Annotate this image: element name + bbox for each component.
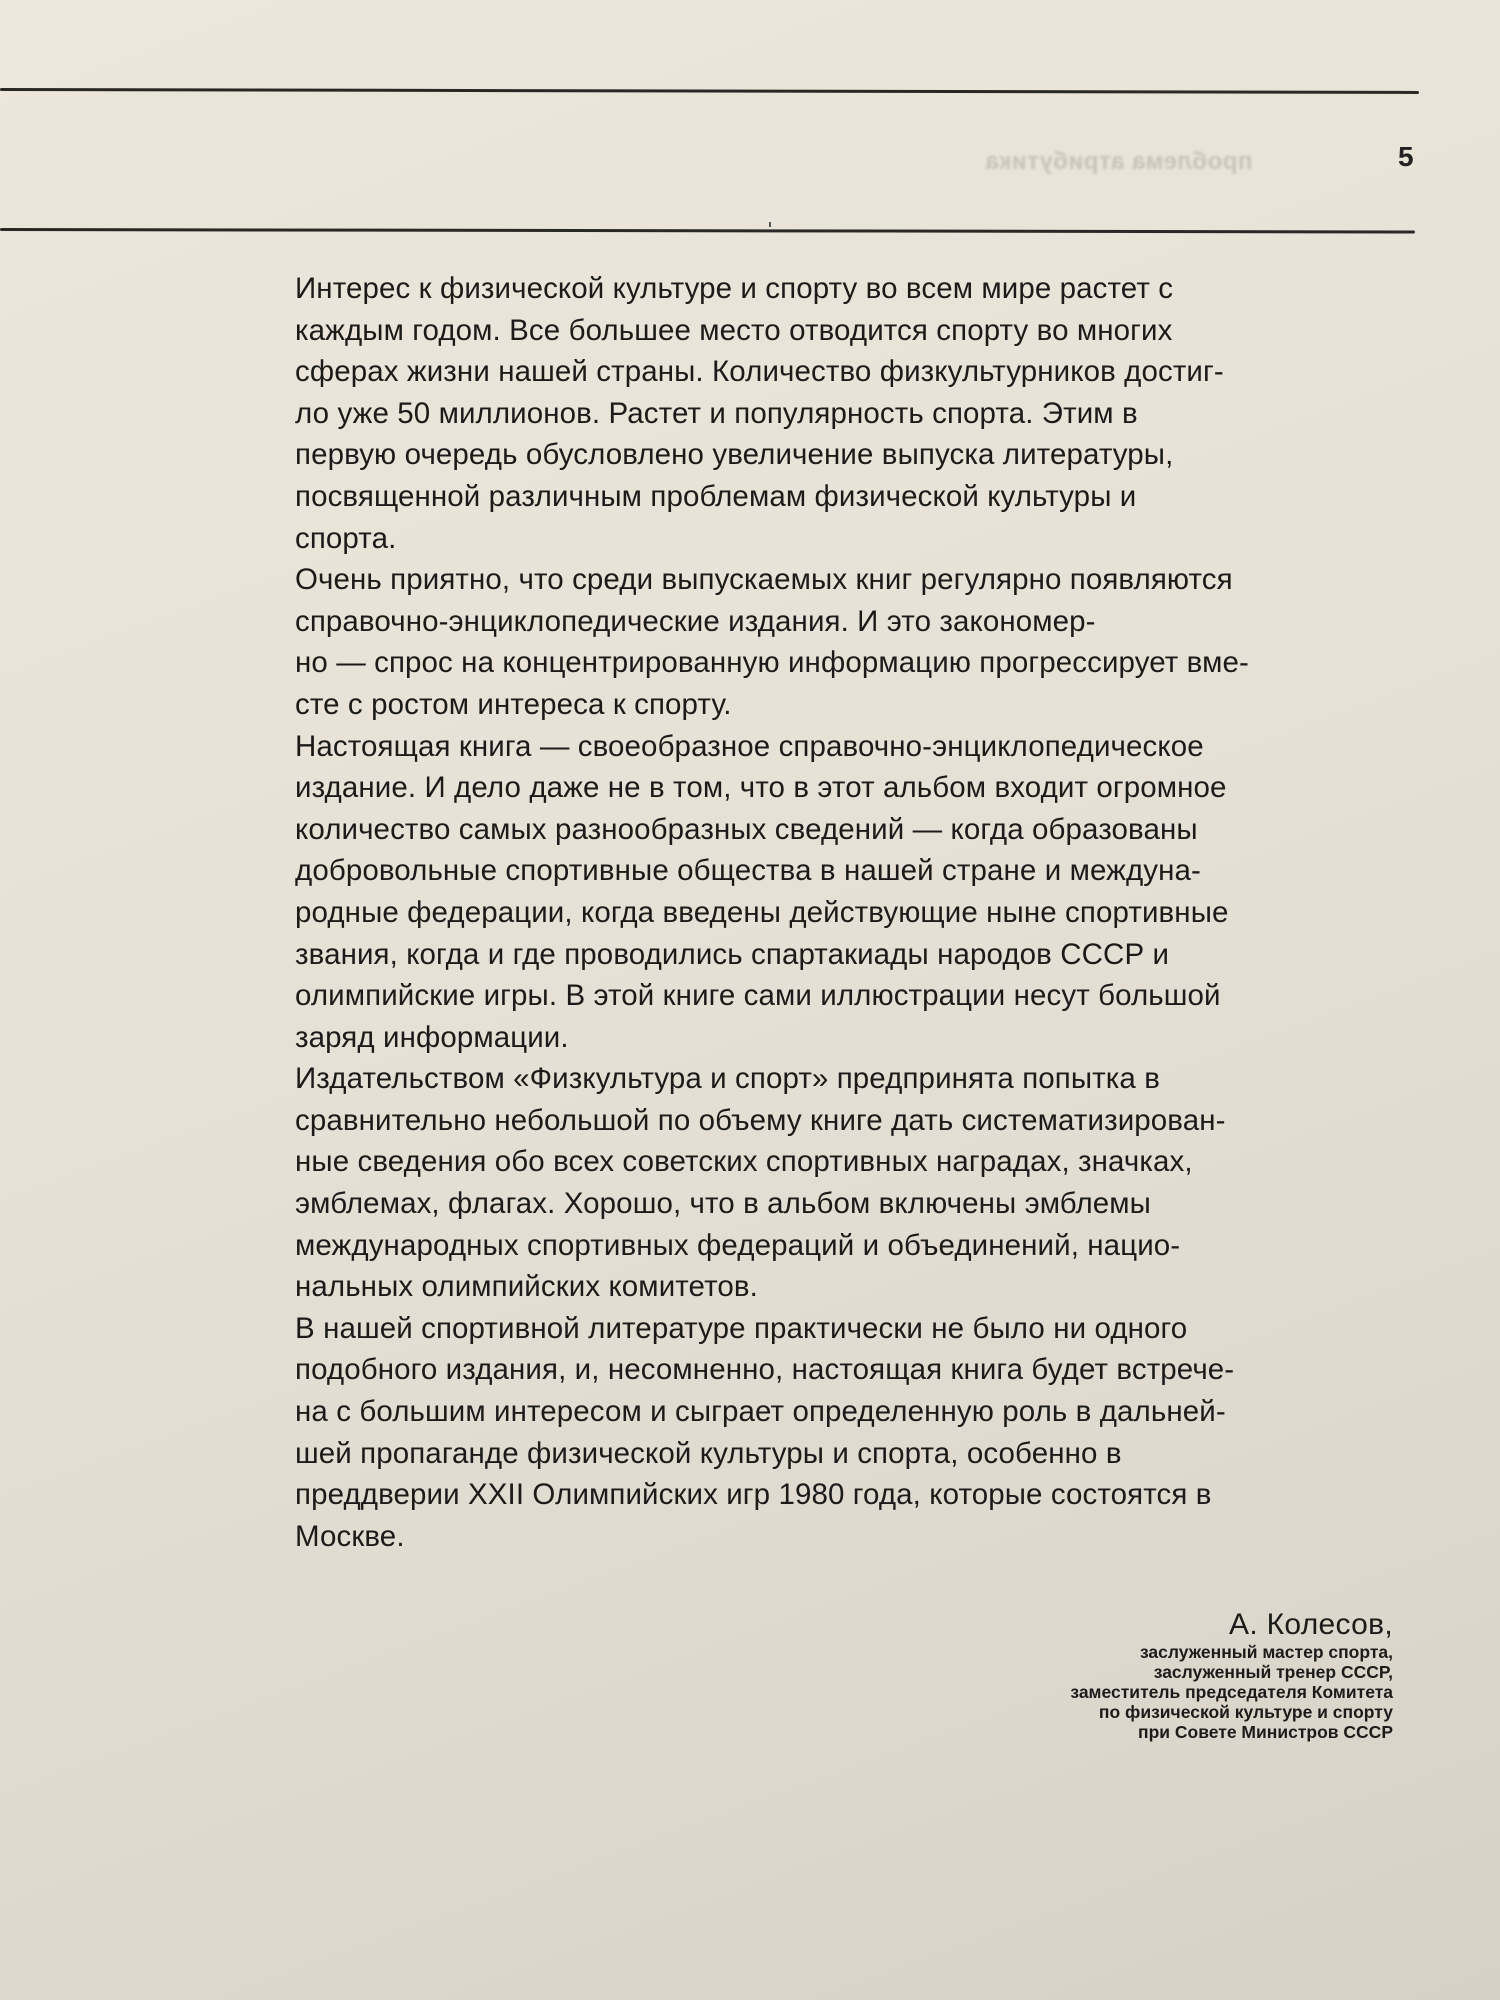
text-line: олимпийские игры. В этой книге сами иллюстрации несут большой (295, 979, 1221, 1013)
text-line: количество самых разнообразных сведений — когда образованы (295, 812, 1198, 846)
paragraph (295, 559, 1415, 725)
text-line: преддверии XXII Олимпийских игр 1980 года, которые состоятся в (295, 1478, 1212, 1512)
text-line: сте с ростом интереса к спорту. (295, 687, 732, 721)
paragraph (295, 1058, 1415, 1308)
bleed-through-heading: проблема атрибутика (985, 148, 1253, 175)
text-line: Очень приятно, что среди выпускаемых книг регулярно появляются (295, 563, 1233, 597)
text-line: Москве. (295, 1519, 405, 1553)
signature-block (1070, 1608, 1393, 1742)
text-line: ло уже 50 миллионов. Растет и популярность спорта. Этим в (295, 396, 1138, 430)
text-line: издание. И дело даже не в том, что в этот альбом входит огромное (295, 771, 1227, 805)
text-line: подобного издания, и, несомненно, настоящая книга будет встрече- (295, 1353, 1235, 1387)
page-number: 5 (1398, 141, 1414, 172)
header-rule-bottom (0, 228, 1415, 233)
text-line: нальных олимпийских комитетов. (295, 1270, 758, 1304)
author-title-line: при Совете Министров СССР (1138, 1722, 1393, 1742)
text-line: заряд информации. (295, 1020, 569, 1054)
author-title-line: заслуженный тренер СССР, (1153, 1662, 1393, 1682)
text-line: справочно-энциклопедические издания. И это закономер- (295, 604, 1096, 638)
text-line: но — спрос на концентрированную информацию прогрессирует вме- (295, 646, 1249, 680)
text-line: Издательством «Физкультура и спорт» предпринята попытка в (295, 1062, 1160, 1096)
text-line: сравнительно небольшой по объему книге дать систематизирован- (295, 1103, 1226, 1137)
text-line: спорта. (295, 521, 397, 555)
text-line: каждым годом. Все большее место отводится спорту во многих (295, 313, 1173, 347)
text-line: звания, когда и где проводились спартакиады народов СССР и (295, 937, 1170, 971)
author-title-line: заслуженный мастер спорта, (1139, 1642, 1393, 1662)
text-line: ные сведения обо всех советских спортивных наградах, значках, (295, 1145, 1193, 1179)
paragraph (295, 1308, 1415, 1558)
paragraph (295, 268, 1415, 559)
paragraph (295, 726, 1415, 1059)
text-line: международных спортивных федераций и объединений, нацио- (295, 1228, 1181, 1262)
text-line: первую очередь обусловлено увеличение выпуска литературы, (295, 438, 1174, 472)
text-line: эмблемах, флагах. Хорошо, что в альбом включены эмблемы (295, 1187, 1151, 1221)
author-titles (1070, 1642, 1393, 1742)
header-rule-top (0, 88, 1419, 94)
text-line: добровольные спортивные общества в нашей стране и междуна- (295, 854, 1201, 888)
print-mark (769, 222, 771, 227)
text-line: В нашей спортивной литературе практически не было ни одного (295, 1311, 1188, 1345)
author-title-line: заместитель председателя Комитета (1070, 1682, 1393, 1702)
text-line: родные федерации, когда введены действующие ныне спортивные (295, 895, 1229, 929)
text-line: Настоящая книга — своеобразное справочно-энциклопедическое (295, 729, 1204, 763)
text-line: посвященной различным проблемам физической культуры и (295, 479, 1137, 513)
text-line: на с большим интересом и сыграет определенную роль в дальней- (295, 1395, 1226, 1429)
text-line: шей пропаганде физической культуры и спорта, особенно в (295, 1436, 1122, 1470)
author-name: А. Колесов, (1229, 1608, 1393, 1641)
text-line: сферах жизни нашей страны. Количество физкультурников достиг- (295, 355, 1224, 389)
body-text (295, 268, 1415, 1557)
author-title-line: по физической культуре и спорту (1098, 1702, 1393, 1722)
text-line: Интерес к физической культуре и спорту во всем мире растет с (295, 272, 1174, 305)
